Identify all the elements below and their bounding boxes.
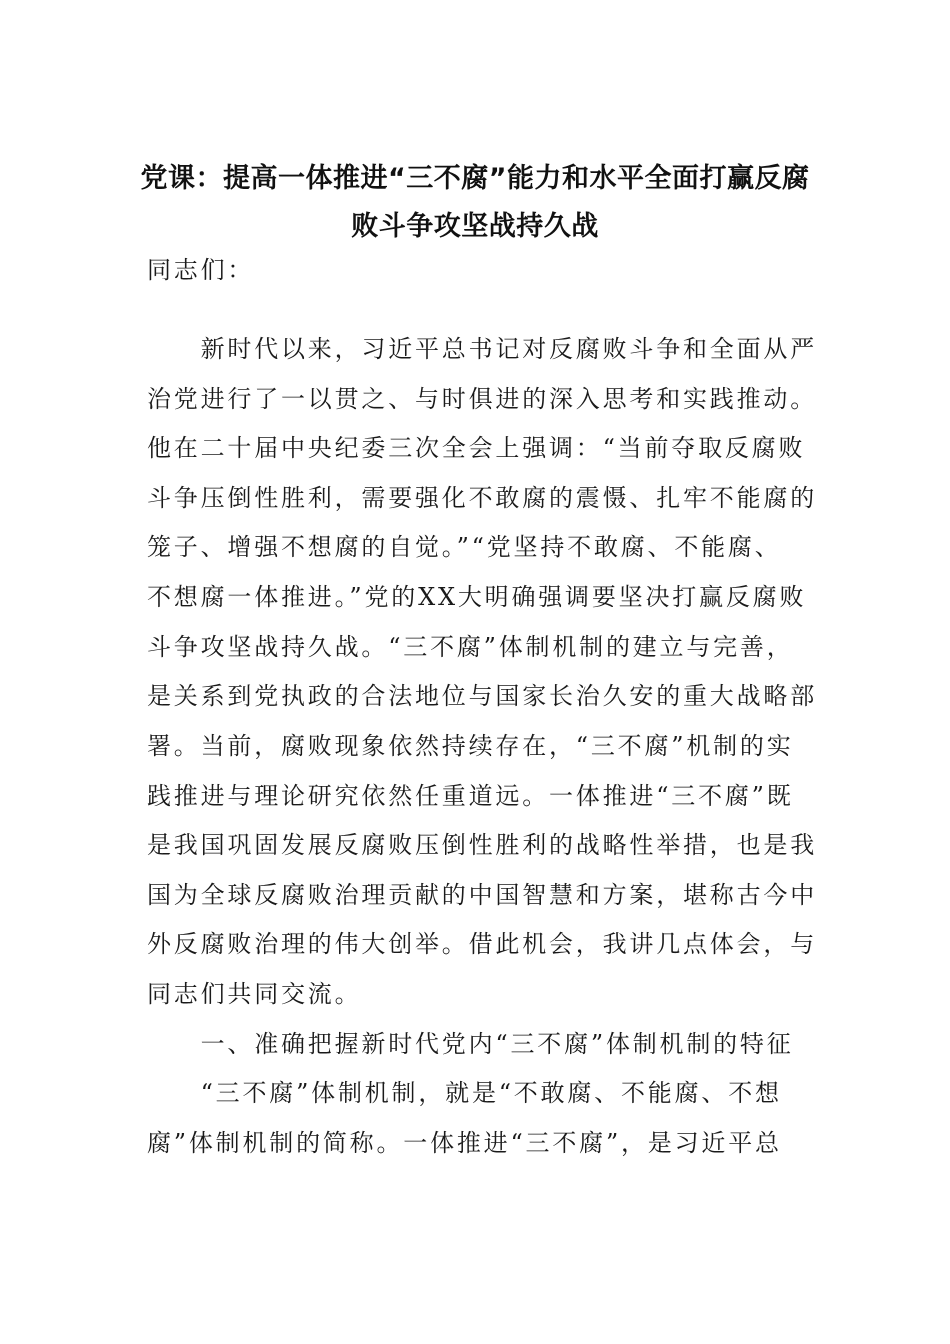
body-line: 国为全球反腐败治理贡献的中国智慧和方案，堪称古今中 — [147, 881, 817, 909]
body-line: “三不腐”体制机制，就是“不敢腐、不能腐、不想 — [147, 1079, 782, 1107]
section-heading-1: 一、准确把握新时代党内“三不腐”体制机制的特征 — [147, 1030, 794, 1058]
body-line: 斗争压倒性胜利，需要强化不敢腐的震慑、扎牢不能腐的 — [147, 484, 817, 512]
body-line: 新时代以来，习近平总书记对反腐败斗争和全面从严 — [147, 335, 817, 363]
body-line: 外反腐败治理的伟大创举。借此机会，我讲几点体会，与 — [147, 930, 817, 958]
title-line-2: 败斗争攻坚战持久战 — [351, 211, 599, 242]
body-line: 是关系到党执政的合法地位与国家长治久安的重大战略部 — [147, 682, 817, 710]
body-line: 斗争攻坚战持久战。“三不腐”体制机制的建立与完善， — [147, 633, 794, 661]
body-line: 笼子、增强不想腐的自觉。”“党坚持不敢腐、不能腐、 — [147, 533, 782, 561]
body-line: 腐”体制机制的简称。一体推进“三不腐”，是习近平总 — [147, 1129, 782, 1157]
body-line: 他在二十届中央纪委三次全会上强调：“当前夺取反腐败 — [147, 434, 806, 462]
title-line-1: 党课：提高一体推进“三不腐”能力和水平全面打赢反腐 — [140, 163, 810, 194]
body-line: 署。当前，腐败现象依然持续存在，“三不腐”机制的实 — [147, 732, 794, 760]
body-line: 践推进与理论研究依然任重道远。一体推进“三不腐”既 — [147, 782, 794, 810]
body-line: 治党进行了一以贯之、与时俱进的深入思考和实践推动。 — [147, 385, 817, 413]
body-line: 同志们共同交流。 — [147, 980, 362, 1008]
body-line: 是我国巩固发展反腐败压倒性胜利的战略性举措，也是我 — [147, 831, 817, 859]
body-line: 不想腐一体推进。”党的XX大明确强调要坚决打赢反腐败 — [147, 583, 807, 611]
greeting: 同志们： — [147, 256, 255, 284]
